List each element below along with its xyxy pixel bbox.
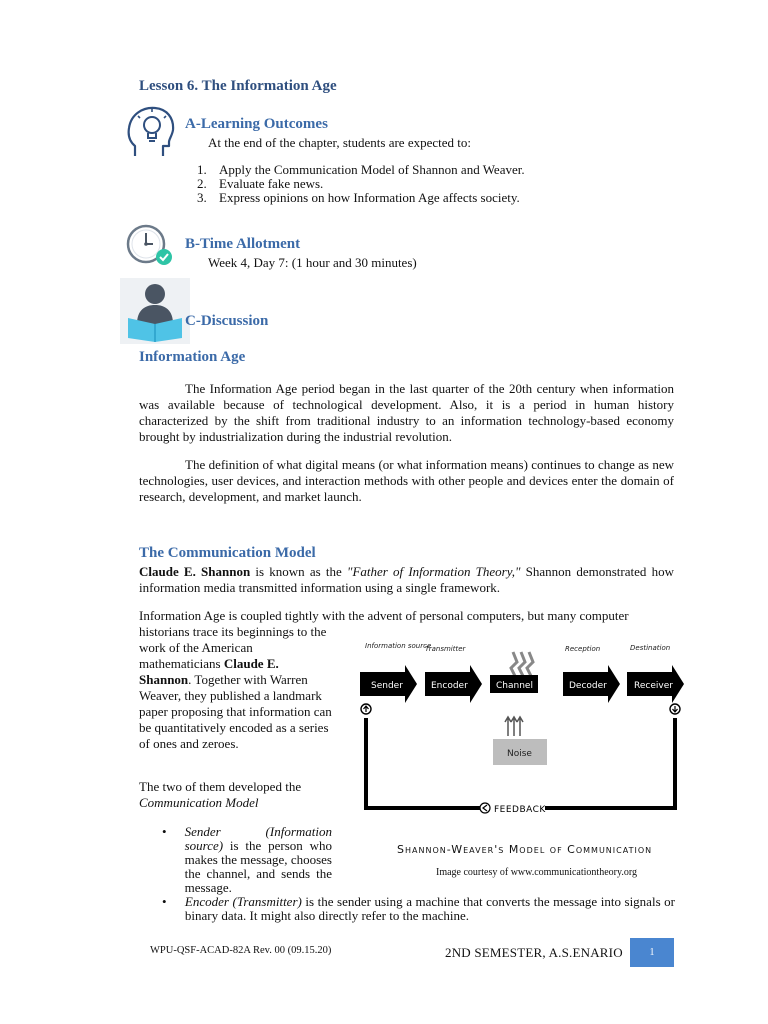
information-age-heading: Information Age [139, 349, 246, 365]
list-item: 2. Evaluate fake news. [197, 176, 324, 191]
list-item: 3. Express opinions on how Information Age affects society. [197, 190, 520, 205]
discussion-heading: C-Discussion [185, 313, 269, 329]
footer-semester: 2ND SEMESTER, A.S.ENARIO [445, 945, 623, 960]
footer-document-code: WPU-QSF-ACAD-82A Rev. 00 (09.15.20) [150, 945, 332, 956]
outcomes-intro: At the end of the chapter, students are expected to: [208, 135, 471, 150]
shannon-name: Claude E. Shannon [139, 564, 251, 579]
communication-model-heading: The Communication Model [139, 545, 316, 561]
info-age-paragraph-2: The definition of what digital means (or what information means) continues to change as new technologies, user devices, and interaction methods with other people and devices enter the domain of research, development, and market launch. [139, 457, 674, 504]
time-allotment-text: Week 4, Day 7: (1 hour and 30 minutes) [208, 255, 417, 270]
developed-paragraph: The two of them developed the Communication Model [139, 779, 302, 810]
info-age-paragraph-1: The Information Age period began in the last quarter of the 20th century when information was available because of technological development. Also, it is a period in human history characterized by the shift from traditional industry to an information technology-based economy brought by industrialization during the industrial revolution. [139, 381, 674, 444]
shannon-weaver-diagram [355, 638, 695, 828]
lesson-title: Lesson 6. The Information Age [139, 78, 337, 94]
destination-label: Destination [630, 644, 671, 652]
encoder-box-label: Encoder [431, 681, 468, 691]
channel-box-label: Channel [496, 681, 533, 691]
reading-person-icon [120, 278, 190, 344]
bullet-encoder: • Encoder (Transmitter) is the sender using a machine that converts the message into signals or binary data. It might also directly refer to the machine. [162, 894, 675, 923]
clock-check-icon [125, 222, 175, 268]
bullet-sender: • Sender (Information source) is the person who makes the message, chooses the channel, and sends the message. [162, 824, 332, 895]
page-number-badge [630, 938, 674, 967]
information-source-label: Information source [365, 642, 432, 650]
decoder-box-label: Decoder [569, 681, 607, 691]
info-age-coupled-line: Information Age is coupled tightly with the advent of personal computers, but many computer [139, 608, 629, 623]
sender-term: Sender (Information source) [184, 824, 332, 853]
diagram-caption: Shannon-Weaver's Model of Communication [397, 843, 653, 856]
feedback-label: FEEDBACK [494, 805, 546, 815]
head-lightbulb-icon [125, 104, 177, 160]
noise-label: Noise [507, 749, 532, 759]
outcomes-list [197, 163, 617, 205]
image-credit: Image courtesy of www.communicationtheory.org [436, 867, 637, 878]
shannon-name-inline: Claude E. Shannon [139, 656, 279, 687]
page-number: 1 [649, 947, 655, 958]
historians-paragraph: historians trace its beginnings to the work of the American mathematicians Claude E. Shannon. Together with Warren Weaver, they published a landmark paper proposing that information can be quantitatively encoded as a series of ones and zeroes. [139, 624, 332, 751]
learning-outcomes-heading: A-Learning Outcomes [185, 116, 328, 132]
encoder-term: Encoder (Transmitter) [184, 894, 302, 909]
receiver-box-label: Receiver [634, 681, 673, 691]
transmitter-label: Transmitter [425, 645, 466, 653]
shannon-intro-paragraph: Claude E. Shannon is known as the "Father of Information Theory," Shannon demonstrated how information media transmitted information using a single framework. [139, 564, 674, 595]
sender-box-label: Sender [371, 681, 403, 691]
time-allotment-heading: B-Time Allotment [185, 236, 301, 252]
shannon-quote: "Father of Information Theory," [346, 564, 521, 579]
list-item: 1. Apply the Communication Model of Shannon and Weaver. [197, 162, 525, 177]
reception-label: Reception [565, 645, 601, 653]
